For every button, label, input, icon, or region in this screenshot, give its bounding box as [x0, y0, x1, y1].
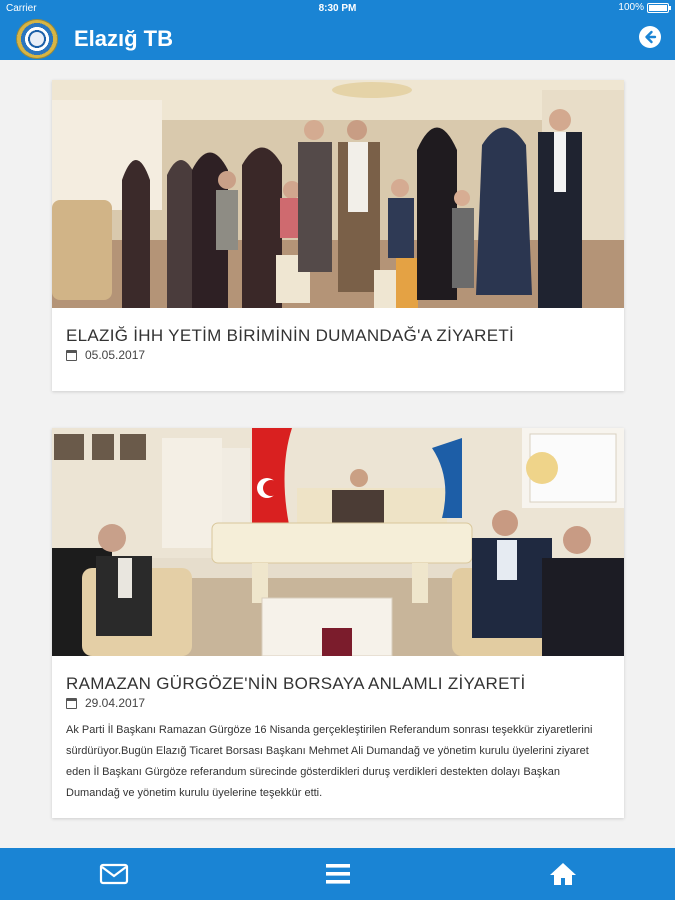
battery-indicator — [618, 2, 669, 13]
battery-icon — [647, 3, 669, 13]
news-card[interactable] — [52, 80, 624, 391]
news-date-text: 29.04.2017 — [85, 696, 146, 710]
news-date-text: 05.05.2017 — [85, 348, 146, 362]
nav-bar — [0, 16, 675, 60]
carrier-label: Carrier — [6, 3, 37, 14]
home-icon — [548, 860, 578, 888]
mail-tab[interactable] — [99, 860, 129, 888]
arrow-left-icon — [639, 26, 661, 48]
menu-tab[interactable] — [323, 860, 353, 888]
back-button[interactable] — [639, 26, 661, 48]
calendar-icon — [66, 698, 77, 709]
logo — [16, 19, 58, 59]
battery-percent: 100% — [618, 2, 644, 13]
status-bar — [0, 0, 675, 16]
news-card[interactable] — [52, 428, 624, 818]
news-summary: Ak Parti İl Başkanı Ramazan Gürgöze 16 Nisanda gerçekleştirilen Referandum sonrası teşekkür ziyaretlerini sürdürüyor.Bugün Elazığ Ticaret Borsası Başkanı Mehmet Ali Dumandağ ve yönetim kurulu üyelerini ziyaret eden İl Başkanı Gürgöze referandum sürecinde gösterdikleri duruş verdikleri destekten dolayı Başkan Dumandağ ve yönetim kurulu üyelerine teşekkür etti. — [66, 724, 593, 799]
news-photo — [52, 428, 624, 656]
calendar-icon — [66, 350, 77, 361]
app-title: Elazığ TB — [74, 26, 174, 51]
news-title: ELAZIĞ İHH YETİM BİRİMİNİN DUMANDAĞ'A ZİYARETİ — [66, 326, 515, 345]
envelope-icon — [99, 860, 129, 888]
home-tab[interactable] — [548, 860, 578, 888]
news-list — [0, 60, 675, 848]
news-photo — [52, 80, 624, 308]
hamburger-icon — [323, 860, 353, 888]
clock: 8:30 PM — [318, 3, 357, 14]
bottom-tab-bar — [0, 848, 675, 900]
news-date — [66, 696, 145, 710]
news-date — [66, 348, 145, 362]
news-title: RAMAZAN GÜRGÖZE'NİN BORSAYA ANLAMLI ZİYARETİ — [66, 674, 526, 693]
